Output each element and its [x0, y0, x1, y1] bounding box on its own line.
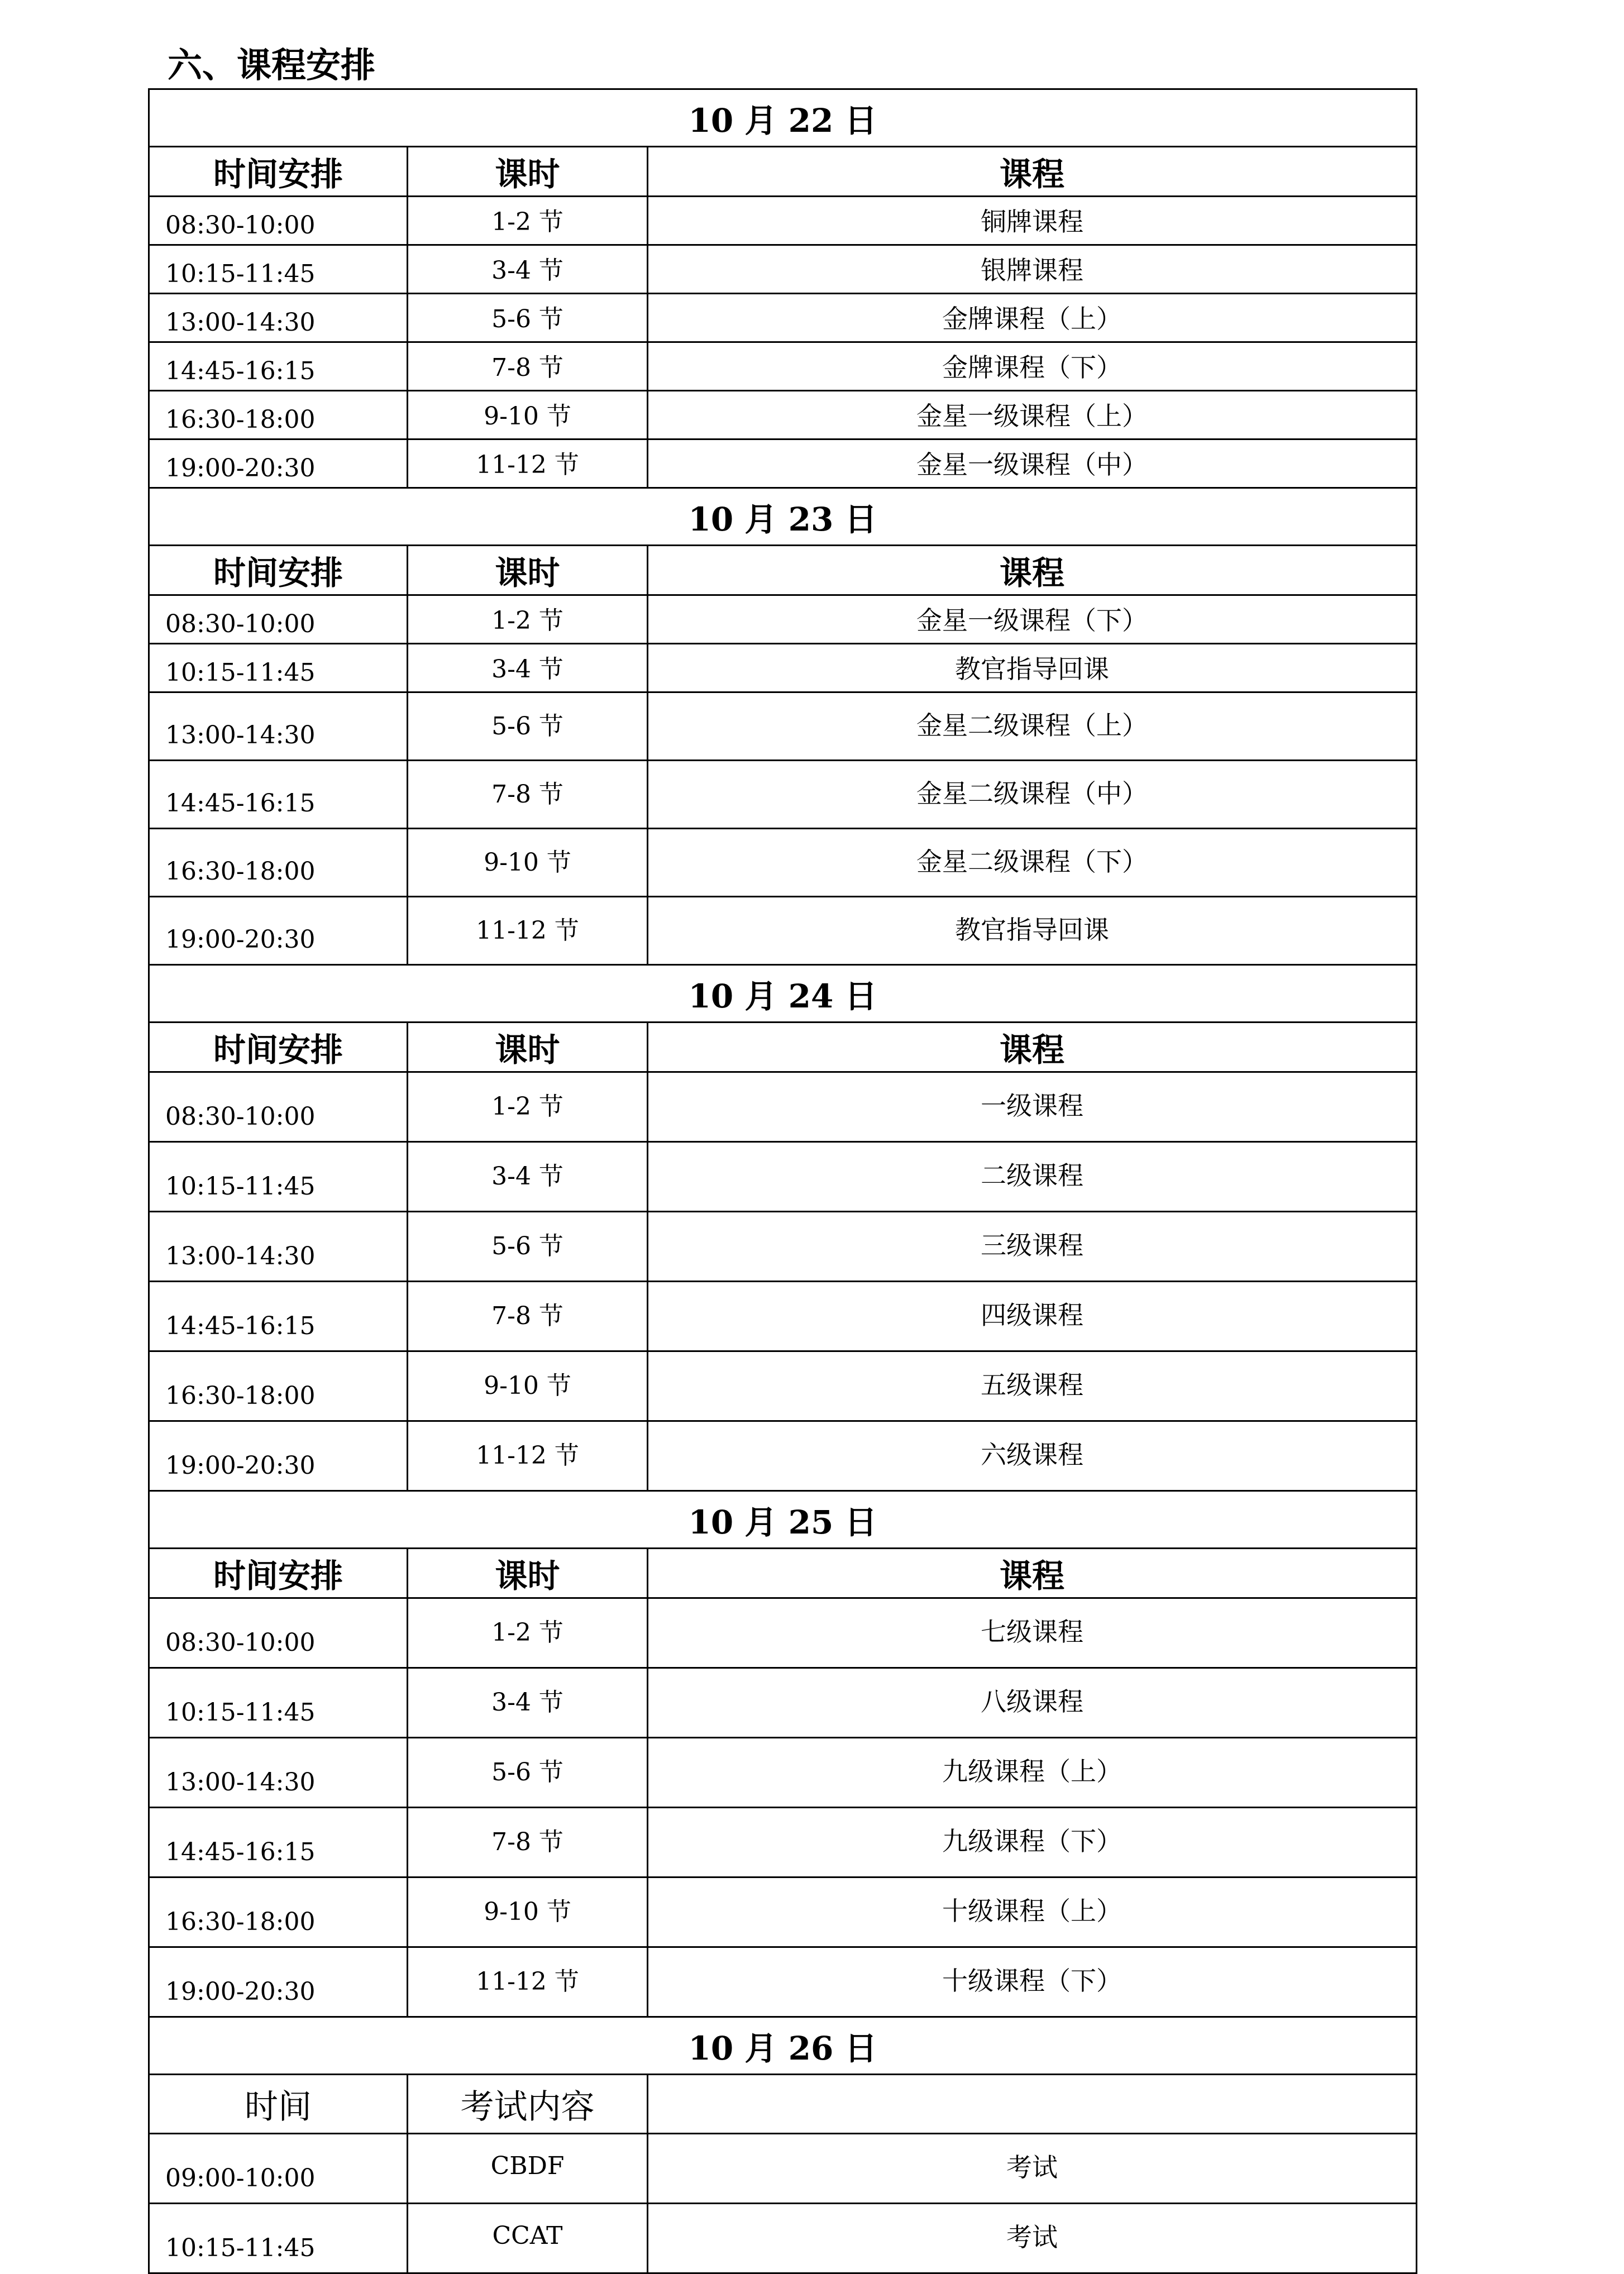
course-cell: 金星一级课程（下）: [648, 595, 1417, 644]
header-period: 课时: [408, 147, 648, 197]
time-cell: 14:45-16:15: [149, 1282, 408, 1351]
table-row: [149, 2134, 1417, 2204]
course-cell: 金牌课程（上）: [648, 294, 1417, 342]
table-row: [149, 897, 1417, 965]
time-cell: 09:00-10:00: [149, 2134, 408, 2204]
date-cell: 10 月 22 日: [149, 89, 1417, 147]
time-cell: 16:30-18:00: [149, 1878, 408, 1947]
course-cell: 金星一级课程（上）: [648, 391, 1417, 439]
exam-content-cell: CCAT: [408, 2204, 648, 2273]
course-cell: 金星一级课程（中）: [648, 439, 1417, 488]
time-cell: 13:00-14:30: [149, 692, 408, 761]
time-cell: 19:00-20:30: [149, 1421, 408, 1491]
table-row: [149, 391, 1417, 439]
date-row: [149, 1491, 1417, 1549]
period-cell: 11-12 节: [408, 439, 648, 488]
header-row: [149, 147, 1417, 197]
period-cell: 3-4 节: [408, 644, 648, 692]
course-cell: 四级课程: [648, 1282, 1417, 1351]
course-cell: 金牌课程（下）: [648, 342, 1417, 391]
time-cell: 08:30-10:00: [149, 197, 408, 245]
table-row: [149, 644, 1417, 692]
course-cell: 铜牌课程: [648, 197, 1417, 245]
course-cell: 考试: [648, 2204, 1417, 2273]
header-period: 课时: [408, 1023, 648, 1072]
course-cell: 九级课程（上）: [648, 1738, 1417, 1808]
table-row: [149, 1598, 1417, 1668]
schedule-table: [148, 88, 1417, 2274]
time-cell: 16:30-18:00: [149, 1351, 408, 1421]
period-cell: 7-8 节: [408, 342, 648, 391]
table-row: [149, 439, 1417, 488]
table-row: [149, 1738, 1417, 1808]
table-row: [149, 829, 1417, 897]
date-row: [149, 89, 1417, 147]
table-row: [149, 1878, 1417, 1947]
header-time: 时间安排: [149, 546, 408, 595]
date-row: [149, 2017, 1417, 2075]
course-cell: 金星二级课程（下）: [648, 829, 1417, 897]
date-cell: 10 月 23 日: [149, 488, 1417, 546]
time-cell: 08:30-10:00: [149, 1072, 408, 1142]
course-cell: 教官指导回课: [648, 644, 1417, 692]
table-row: [149, 197, 1417, 245]
course-cell: 十级课程（下）: [648, 1947, 1417, 2017]
header-course: 课程: [648, 546, 1417, 595]
section-title: 六、课程安排: [168, 45, 376, 85]
table-row: [149, 245, 1417, 294]
course-cell: 十级课程（上）: [648, 1878, 1417, 1947]
period-cell: 3-4 节: [408, 1142, 648, 1212]
time-cell: 10:15-11:45: [149, 245, 408, 294]
course-cell: 银牌课程: [648, 245, 1417, 294]
period-cell: 7-8 节: [408, 1282, 648, 1351]
course-cell: 三级课程: [648, 1212, 1417, 1282]
period-cell: 1-2 节: [408, 197, 648, 245]
period-cell: 1-2 节: [408, 1598, 648, 1668]
header-row: [149, 546, 1417, 595]
course-cell: 金星二级课程（上）: [648, 692, 1417, 761]
period-cell: 9-10 节: [408, 829, 648, 897]
period-cell: 3-4 节: [408, 1668, 648, 1738]
period-cell: 11-12 节: [408, 1947, 648, 2017]
time-cell: 10:15-11:45: [149, 2204, 408, 2273]
table-row: [149, 761, 1417, 829]
header-row: [149, 1023, 1417, 1072]
period-cell: 7-8 节: [408, 761, 648, 829]
header-row: [149, 1549, 1417, 1598]
period-cell: 7-8 节: [408, 1808, 648, 1878]
table-row: [149, 692, 1417, 761]
course-cell: 八级课程: [648, 1668, 1417, 1738]
header-period: 课时: [408, 1549, 648, 1598]
course-cell: 九级课程（下）: [648, 1808, 1417, 1878]
time-cell: 16:30-18:00: [149, 391, 408, 439]
header-time: 时间安排: [149, 1549, 408, 1598]
header-exam-time: 时间: [149, 2075, 408, 2134]
time-cell: 13:00-14:30: [149, 1212, 408, 1282]
period-cell: 1-2 节: [408, 1072, 648, 1142]
period-cell: 3-4 节: [408, 245, 648, 294]
period-cell: 9-10 节: [408, 391, 648, 439]
table-row: [149, 1421, 1417, 1491]
period-cell: 1-2 节: [408, 595, 648, 644]
period-cell: 5-6 节: [408, 294, 648, 342]
period-cell: 5-6 节: [408, 1212, 648, 1282]
period-cell: 5-6 节: [408, 1738, 648, 1808]
table-row: [149, 1282, 1417, 1351]
period-cell: 9-10 节: [408, 1351, 648, 1421]
period-cell: 5-6 节: [408, 692, 648, 761]
table-row: [149, 1808, 1417, 1878]
exam-content-cell: CBDF: [408, 2134, 648, 2204]
header-period: 课时: [408, 546, 648, 595]
table-row: [149, 1072, 1417, 1142]
course-cell: 教官指导回课: [648, 897, 1417, 965]
course-cell: 七级课程: [648, 1598, 1417, 1668]
time-cell: 19:00-20:30: [149, 439, 408, 488]
period-cell: 11-12 节: [408, 897, 648, 965]
header-course: 课程: [648, 147, 1417, 197]
header-exam-content: 考试内容: [408, 2075, 648, 2134]
time-cell: 10:15-11:45: [149, 1668, 408, 1738]
period-cell: 9-10 节: [408, 1878, 648, 1947]
time-cell: 13:00-14:30: [149, 1738, 408, 1808]
course-cell: 二级课程: [648, 1142, 1417, 1212]
table-row: [149, 1212, 1417, 1282]
time-cell: 14:45-16:15: [149, 1808, 408, 1878]
period-cell: 11-12 节: [408, 1421, 648, 1491]
table-row: [149, 1668, 1417, 1738]
table-row: [149, 1947, 1417, 2017]
table-row: [149, 595, 1417, 644]
table-row: [149, 1351, 1417, 1421]
course-cell: 五级课程: [648, 1351, 1417, 1421]
time-cell: 10:15-11:45: [149, 1142, 408, 1212]
table-row: [149, 342, 1417, 391]
time-cell: 14:45-16:15: [149, 342, 408, 391]
header-time: 时间安排: [149, 1023, 408, 1072]
date-cell: 10 月 24 日: [149, 965, 1417, 1023]
header-course: 课程: [648, 1023, 1417, 1072]
time-cell: 08:30-10:00: [149, 1598, 408, 1668]
date-row: [149, 488, 1417, 546]
date-cell: 10 月 25 日: [149, 1491, 1417, 1549]
time-cell: 13:00-14:30: [149, 294, 408, 342]
time-cell: 16:30-18:00: [149, 829, 408, 897]
date-cell: 10 月 26 日: [149, 2017, 1417, 2075]
course-cell: 考试: [648, 2134, 1417, 2204]
time-cell: 08:30-10:00: [149, 595, 408, 644]
course-cell: 金星二级课程（中）: [648, 761, 1417, 829]
course-cell: 六级课程: [648, 1421, 1417, 1491]
time-cell: 19:00-20:30: [149, 897, 408, 965]
time-cell: 10:15-11:45: [149, 644, 408, 692]
time-cell: 14:45-16:15: [149, 761, 408, 829]
table-row: [149, 294, 1417, 342]
header-time: 时间安排: [149, 147, 408, 197]
header-course: 课程: [648, 1549, 1417, 1598]
table-row: [149, 2204, 1417, 2273]
table-row: [149, 1142, 1417, 1212]
date-row: [149, 965, 1417, 1023]
course-cell: 一级课程: [648, 1072, 1417, 1142]
header-exam-blank: [648, 2075, 1417, 2134]
exam-header-row: [149, 2075, 1417, 2134]
time-cell: 19:00-20:30: [149, 1947, 408, 2017]
